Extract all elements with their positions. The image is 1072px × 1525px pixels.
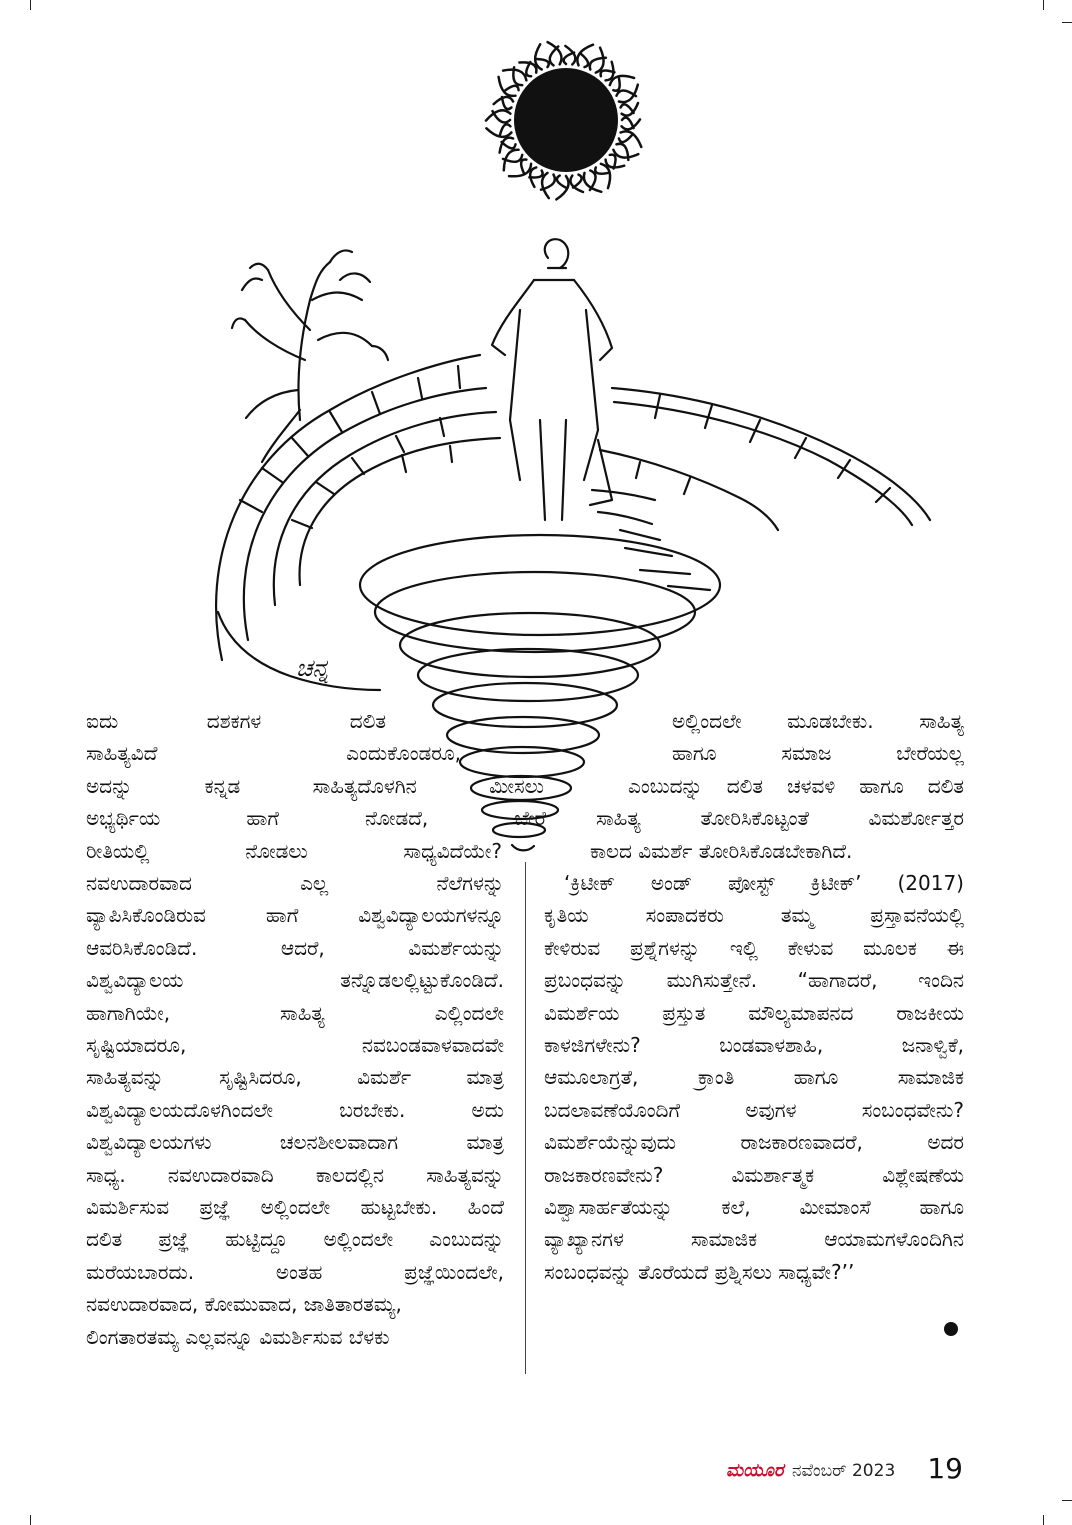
text-line: ಸೃಷ್ಟಿಯಾದರೂ, ನವಬಂಡವಾಳವಾದವೇ <box>86 1033 504 1057</box>
issue-date: ನವೆಂಬರ್ 2023 <box>792 1461 896 1481</box>
text-line: ಮರೆಯಬಾರದು. ಅಂತಹ ಪ್ರಜ್ಞೆಯಿಂದಲೇ, <box>86 1259 504 1284</box>
text-line: ವಿಮರ್ಶೆಯ ಪ್ರಸ್ತುತ ಮೌಲ್ಯಮಾಪನದ ರಾಜಕೀಯ <box>544 1000 964 1025</box>
column-divider <box>525 862 526 1374</box>
sun-ray <box>521 159 526 173</box>
text-line: ಹಾಗಾಗಿಯೇ, ಸಾಹಿತ್ಯ ಎಲ್ಲಿಂದಲೇ <box>86 1000 504 1025</box>
text-line: ನವಉದಾರವಾದ, ಕೋಮುವಾದ, ಜಾತಿತಾರತಮ್ಯ, <box>86 1292 402 1317</box>
text-line: ವ್ಯಾಪಿಸಿಕೊಂಡಿರುವ ಹಾಗೆ ವಿಶ್ವವಿದ್ಯಾಲಯಗಳನ್ನೂ <box>86 903 504 928</box>
page-footer <box>720 1452 965 1488</box>
text-line: ವಿಮರ್ಶಿಸುವ ಪ್ರಜ್ಞೆ ಅಲ್ಲಿಂದಲೇ ಹುಟ್ಟಬೇಕು. ಹಿಂದೆ <box>86 1195 504 1219</box>
text-line: ಕೇಳಿರುವ ಪ್ರಶ್ನೆಗಳನ್ನು ಇಲ್ಲಿ ಕೇಳುವ ಮೂಲಕ ಈ <box>544 935 964 960</box>
text-line: ಬದಲಾವಣೆಯೊಂದಿಗೆ ಅವುಗಳ ಸಂಬಂಧವೇನು? <box>544 1097 964 1122</box>
end-of-article-bullet <box>944 1322 958 1336</box>
text-line: ದಲಿತ ಪ್ರಜ್ಞೆ ಹುಟ್ಟಿದ್ದೂ ಅಲ್ಲಿಂದಲೇ ಎಂಬುದನ್ನು <box>86 1227 504 1252</box>
text-line: ರೀತಿಯಲ್ಲಿ ನೋಡಲು ಸಾಧ್ಯವಿದೆಯೇ? <box>86 838 502 863</box>
text-line: ಸಾಧ್ಯ. ನವಉದಾರವಾದಿ ಕಾಲದಲ್ಲಿನ ಸಾಹಿತ್ಯವನ್ನು <box>86 1162 504 1187</box>
magazine-logo: ಮಯೂರ <box>726 1460 784 1481</box>
text-line: ಐದು ದಶಕಗಳ ದಲಿತ <box>86 709 386 733</box>
artist-signature: ಚನ್ನ <box>296 654 329 682</box>
text-line: ಸಾಹಿತ್ಯ ತೋರಿಸಿಕೊಟ್ಟಂತೆ ವಿಮರ್ಶೋತ್ತರ <box>596 806 964 831</box>
text-line: ಸಾಹಿತ್ಯವನ್ನು ಸೃಷ್ಟಿಸಿದರೂ, ವಿಮರ್ಶೆ ಮಾತ್ರ <box>86 1065 504 1090</box>
text-line: ಆವರಿಸಿಕೊಂಡಿದೆ. ಆದರೆ, ವಿಮರ್ಶೆಯನ್ನು <box>86 935 504 960</box>
sun-ray <box>621 104 634 113</box>
sun-ray <box>505 86 519 91</box>
text-line: ‘ಕ್ರಿಟೀಕ್ ಅಂಡ್ ಪೋಸ್ಟ್ ಕ್ರಿಟೀಕ್’ (2017) <box>564 871 964 895</box>
text-line: ವಿಮರ್ಶೆಯೆನ್ನುವುದು ರಾಜಕಾರಣವಾದರೆ, ಅದರ <box>544 1130 964 1155</box>
sun-ray <box>535 44 542 69</box>
text-line: ವಿಶ್ವವಿದ್ಯಾಲಯ ತನ್ನೊಡಲಲ್ಲಿಟ್ಟುಕೊಂಡಿದೆ. <box>86 968 504 993</box>
text-line: ಅಲ್ಲಿಂದಲೇ ಮೂಡಬೇಕು. ಸಾಹಿತ್ಯ <box>672 709 964 733</box>
text-line: ಲಿಂಗತಾರತಮ್ಯ ಎಲ್ಲವನ್ನೂ ವಿಮರ್ಶಿಸುವ ಬೆಳಕು <box>86 1324 390 1349</box>
text-line: ಸಾಹಿತ್ಯವಿದೆ ಎಂದುಕೊಂಡರೂ, <box>86 741 461 766</box>
text-line: ಪ್ರಬಂಧವನ್ನು ಮುಗಿಸುತ್ತೇನೆ. “ಹಾಗಾದರೆ, ಇಂದಿನ <box>544 968 964 993</box>
crop-mark-bottom-right-h <box>1062 1500 1072 1501</box>
sun-ray <box>557 176 567 188</box>
sun-ray <box>564 53 574 65</box>
text-line: ವಿಶ್ವವಿದ್ಯಾಲಯಗಳು ಚಲನಶೀಲವಾದಾಗ ಮಾತ್ರ <box>86 1130 504 1155</box>
text-line: ಅದನ್ನು ಕನ್ನಡ ಸಾಹಿತ್ಯದೊಳಗಿನ ಮೀಸಲು <box>86 773 544 798</box>
sun-ray <box>619 85 638 102</box>
text-line: ಎಂಬುದನ್ನು ದಲಿತ ಚಳವಳಿ ಹಾಗೂ ದಲಿತ <box>628 773 964 798</box>
sun-ray <box>622 118 634 128</box>
sun-ray <box>573 175 582 188</box>
text-line: ಅಭ್ಯರ್ಥಿಯ ಹಾಗೆ ನೋಡದೆ, ಬೇರೆ <box>86 806 546 831</box>
sun-drawing <box>486 42 641 199</box>
text-line: ವಿಶ್ವವಿದ್ಯಾಲಯದೊಳಗಿಂದಲೇ ಬರಬೇಕು. ಅದು <box>86 1097 504 1122</box>
text-line: ಕಾಳಜಿಗಳೇನು? ಬಂಡವಾಳಶಾಹಿ, ಜನಾಳ್ವಿಕೆ, <box>544 1033 964 1057</box>
sun-ray <box>584 173 601 192</box>
text-line: ಹಾಗೂ ಸಮಾಜ ಬೇರೆಯಲ್ಲ <box>672 741 964 766</box>
text-line: ರಾಜಕಾರಣವೇನು? ವಿಮರ್ಶಾತ್ಮಕ ವಿಶ್ಲೇಷಣೆಯ <box>544 1162 964 1187</box>
page-number: 19 <box>927 1452 963 1485</box>
text-line: ಸಂಬಂಧವನ್ನು ತೊರೆಯದೆ ಪ್ರಶ್ನಿಸಲು ಸಾಧ್ಯವೇ?’’ <box>544 1259 855 1284</box>
text-line: ವಿಶ್ವಾಸಾರ್ಹತೆಯನ್ನು ಕಲೆ, ಮೀಮಾಂಸೆ ಹಾಗೂ <box>544 1195 964 1219</box>
text-line: ನವಉದಾರವಾದ ಎಲ್ಲ ನೆಲೆಗಳನ್ನು <box>86 871 504 895</box>
text-line: ಕೃತಿಯ ಸಂಪಾದಕರು ತಮ್ಮ ಪ್ರಸ್ತಾವನೆಯಲ್ಲಿ <box>544 903 964 928</box>
crop-mark-bottom-right-v <box>1043 1515 1044 1525</box>
crop-mark-bottom-left <box>30 1515 31 1525</box>
sun-ray <box>581 54 589 68</box>
sun-ray <box>619 135 633 143</box>
sun-ray <box>509 164 531 177</box>
text-line: ವ್ಯಾಖ್ಯಾನಗಳ ಸಾಮಾಜಿಕ ಆಯಾಮಗಳೊಂದಿಗಿನ <box>544 1227 964 1252</box>
sun-ray <box>504 150 519 171</box>
sun-ray <box>542 173 549 198</box>
text-line: ಆಮೂಲಾಗ್ರತೆ, ಕ್ರಾಂತಿ ಹಾಗೂ ಸಾಮಾಜಿಕ <box>544 1065 964 1090</box>
text-line: ಕಾಲದ ವಿಮರ್ಶೆ ತೋರಿಸಿಕೊಡಬೇಕಾಗಿದೆ. <box>590 838 853 863</box>
